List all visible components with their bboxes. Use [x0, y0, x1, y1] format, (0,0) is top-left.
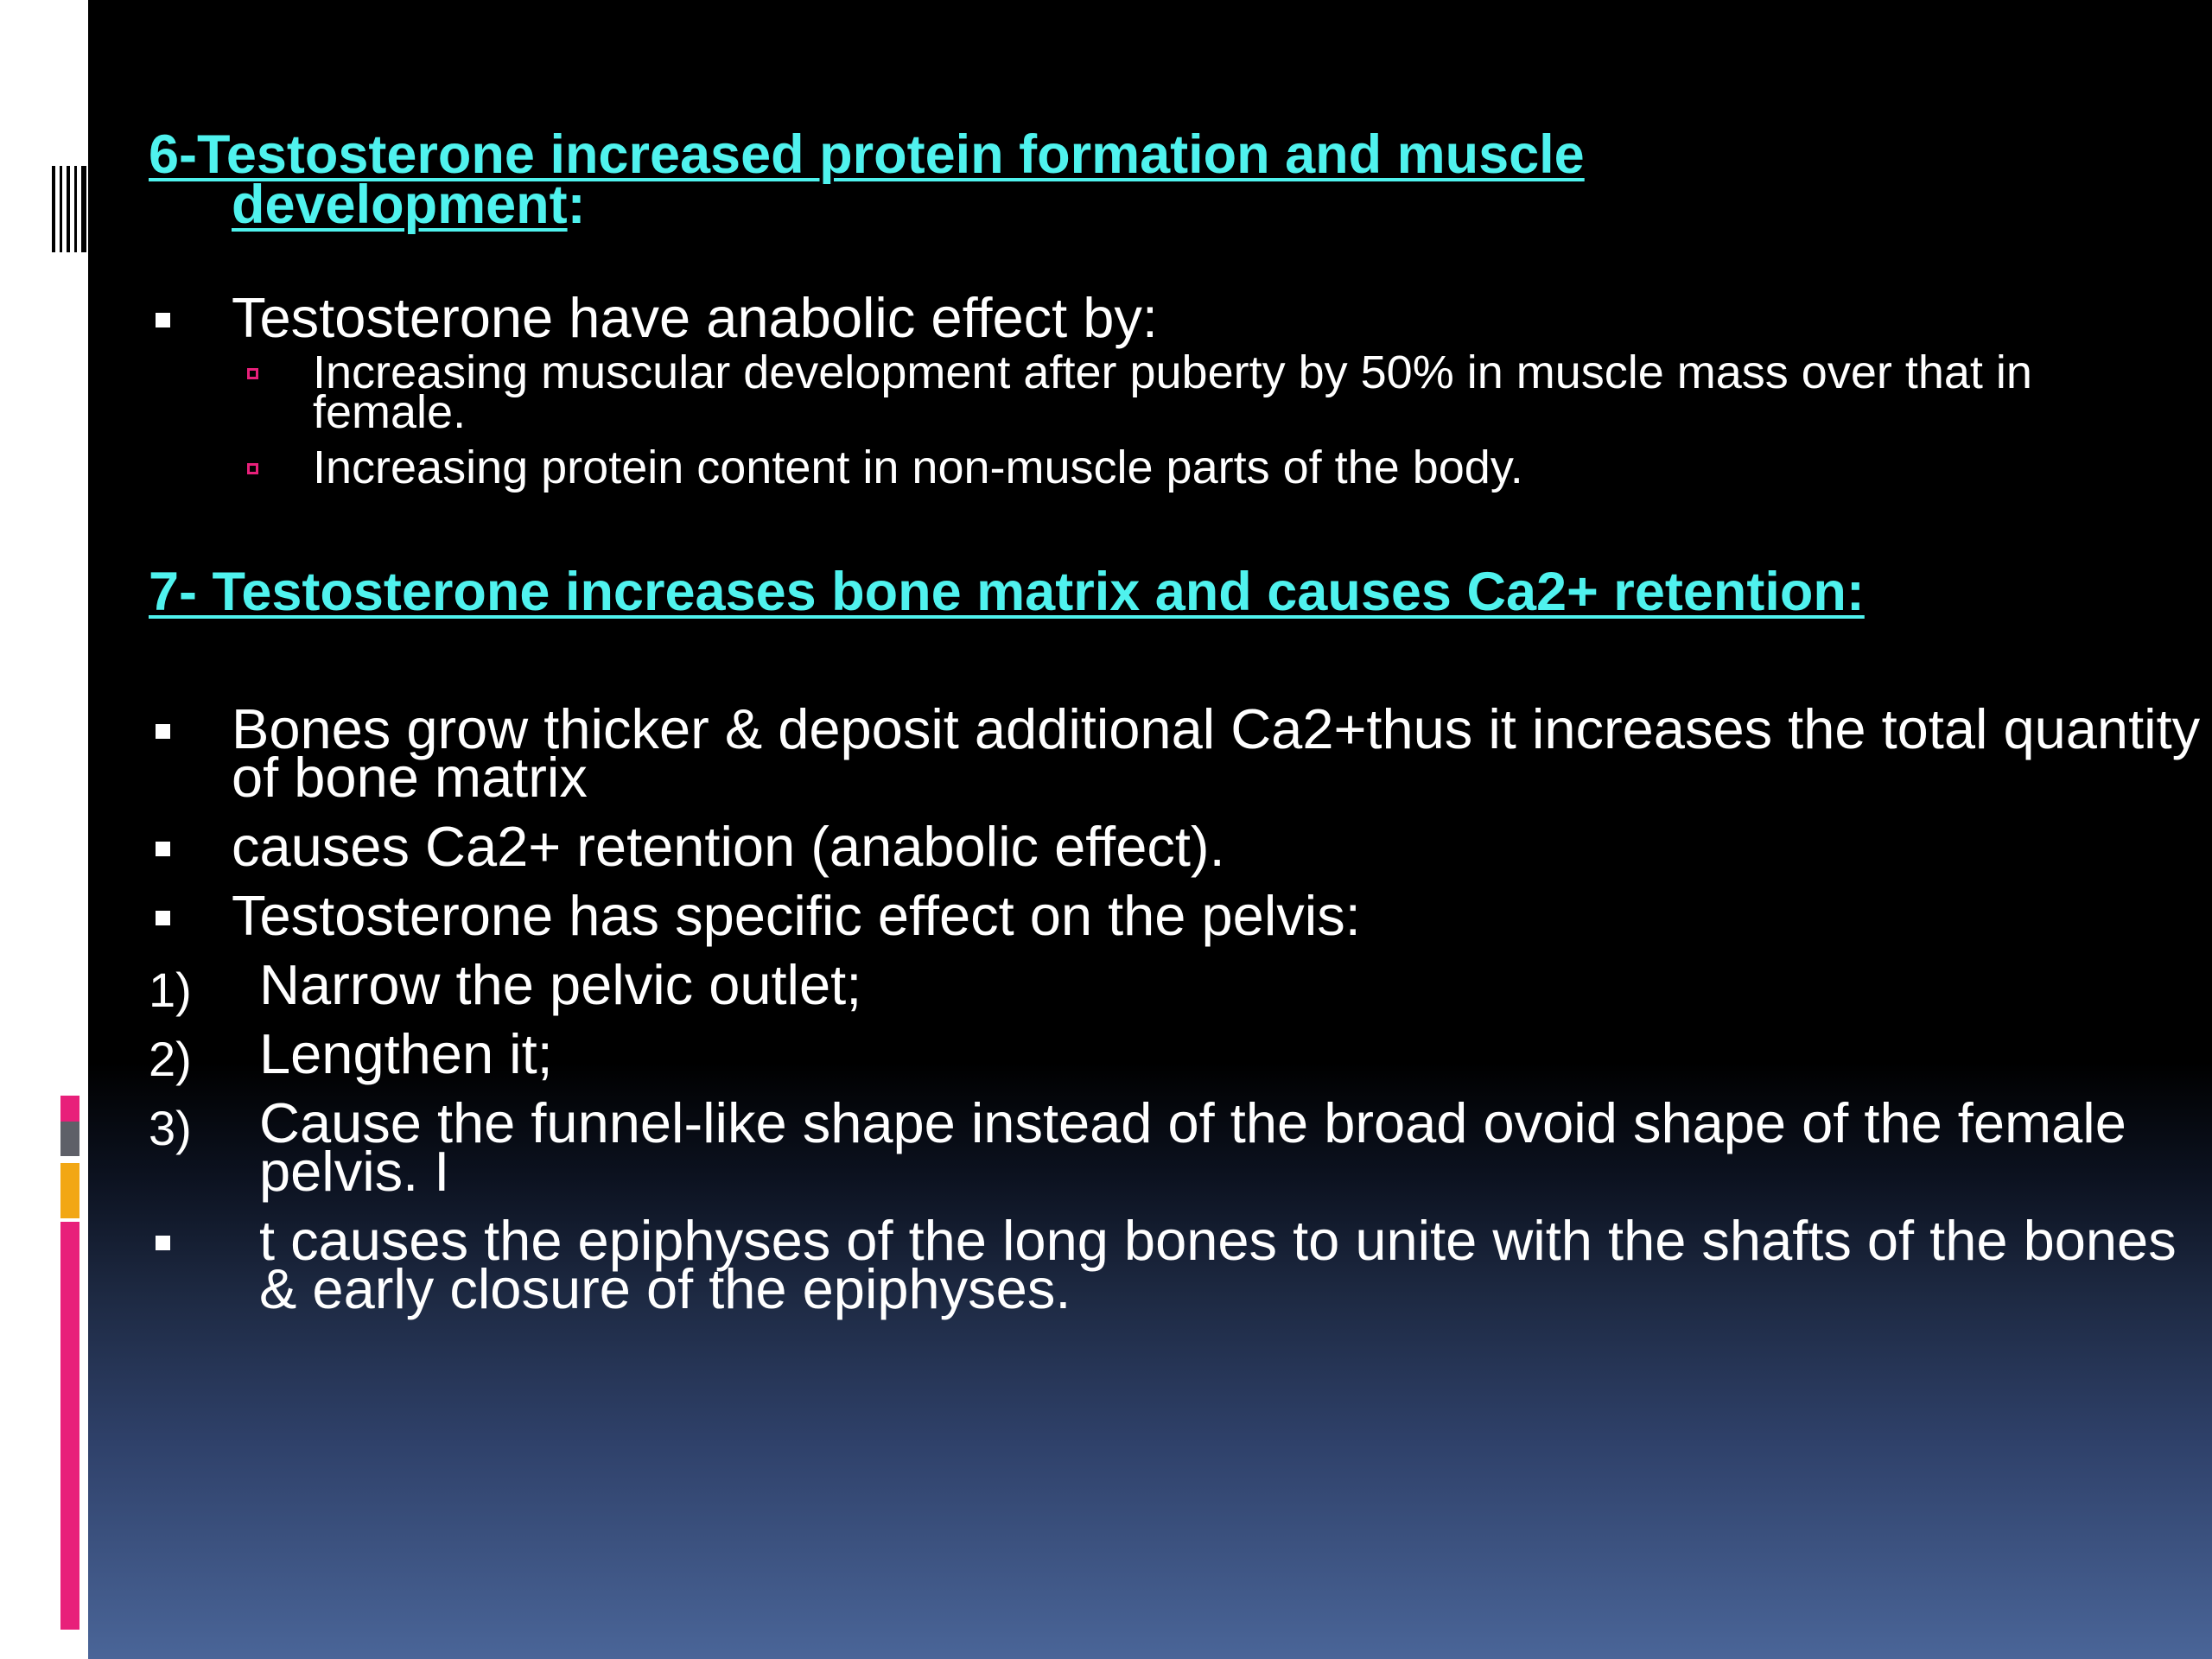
slide-body: [149, 124, 2201, 1320]
hollow-square-bullet-icon: [247, 463, 258, 474]
section6-heading-line2: development: [232, 175, 568, 235]
sub-bullet-protein: Increasing protein content in non-muscle parts of the body.: [149, 448, 2093, 487]
section6-heading-colon: :: [567, 175, 586, 235]
section6-heading: [149, 124, 2093, 235]
item-number: 3): [149, 1101, 192, 1155]
bullet-pelvis: Testosterone has specific effect on the pelvis:: [149, 892, 2093, 940]
square-bullet-icon: [156, 911, 170, 925]
section7-heading: 7- Testosterone increases bone matrix and causes Ca2+ retention:: [149, 562, 1865, 622]
square-bullet-icon: [156, 1236, 170, 1250]
sub-bullet-muscle: Increasing muscular development after puberty by 50% in muscle mass over that in female.: [149, 353, 2171, 432]
numbered-item-2: 2) Lengthen it;: [149, 1022, 553, 1086]
square-bullet-icon: [156, 313, 170, 327]
numbered-item-3: 3) Cause the funnel-like shape instead of the broad ovoid shape of the female pelvis. I: [149, 1091, 2126, 1203]
item-number: 1): [149, 963, 192, 1017]
bullet-ca-retention: causes Ca2+ retention (anabolic effect).: [149, 823, 2093, 871]
square-bullet-icon: [156, 724, 170, 739]
item-number: 2): [149, 1032, 192, 1086]
numbered-item-1: 1) Narrow the pelvic outlet;: [149, 953, 862, 1017]
section6-heading-line1: 6-Testosterone increased protein formation and muscle: [149, 124, 1585, 185]
accent-bar-pink: [60, 1222, 79, 1630]
bullet-anabolic: Testosterone have anabolic effect by:: [149, 294, 2093, 342]
bullet-epiphyses: t causes the epiphyses of the long bones to unite with the shafts of the bones & early closure of the epiphyses.: [149, 1217, 2186, 1313]
bullet-bones-thicker: Bones grow thicker & deposit additional Ca2+thus it increases the total quantity of bone matrix: [149, 705, 2202, 802]
accent-bar-gray: [60, 1122, 79, 1156]
square-bullet-icon: [156, 842, 170, 856]
decorative-stripes: [52, 166, 86, 252]
accent-bar-orange: [60, 1163, 79, 1218]
hollow-square-bullet-icon: [247, 368, 258, 379]
